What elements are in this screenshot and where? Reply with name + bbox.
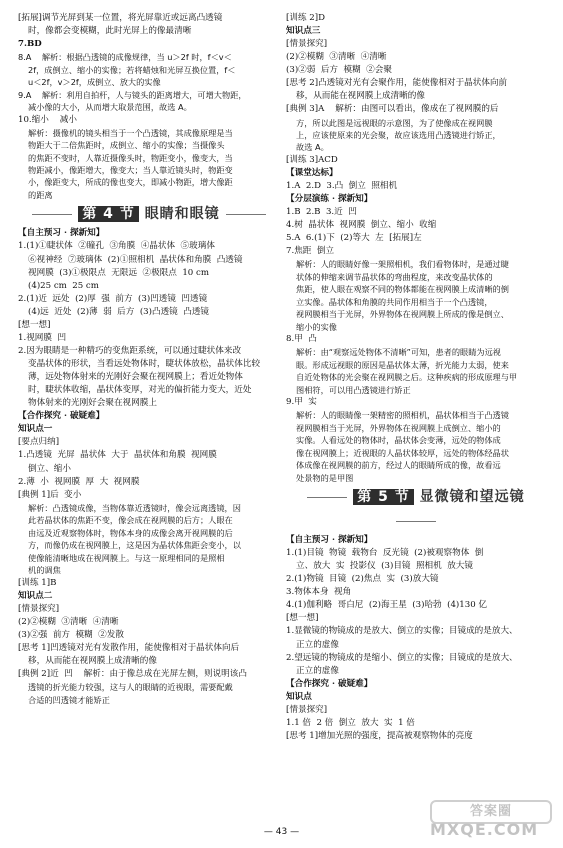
text-line: 解析：由“观察远处物体不清晰”可知，患者的眼睛为远视 xyxy=(296,347,501,358)
text-line: 由远及近观察物体时，物体本身的成像会离开视网膜的后 xyxy=(28,527,233,538)
text-line: 视网膜相当于光屏，外界物体在视网膜上成倒立、缩小的 xyxy=(296,422,501,433)
section-name: 显微镜和望远镜 xyxy=(419,489,525,506)
watermark-logo xyxy=(430,800,550,840)
text-line: 机的调焦 xyxy=(28,565,61,576)
text-line: (4)25 cm 25 cm xyxy=(28,280,99,291)
text-line: 体成像在视网膜的前方，经过人的眼睛所成的像，故看远 xyxy=(296,460,501,471)
text-line: 2.(1)近 远处 (2)厚 强 前方 (3)凹透镜 凹透镜 xyxy=(18,293,208,304)
text-line: 【分层演练 · 探新知】 xyxy=(286,194,373,205)
text-line: 的距离 xyxy=(28,189,53,200)
text-line: 倒立、缩小 xyxy=(28,463,71,474)
text-line: 状体的伸缩来调节晶状体的弯曲程度，来改变晶状体的 xyxy=(296,271,493,282)
text-line: 1.B 2.B 3.近 凹 xyxy=(286,207,357,218)
text-line: 物体射来的光刚好会聚在视网膜上 xyxy=(28,398,157,409)
text-line: 解析：摄像机的镜头相当于一个凸透镜，其成像原理是当 xyxy=(28,127,233,138)
text-line: 变晶状体的形状，当看远处物体时，睫状体放松，晶状体比较 xyxy=(28,359,261,370)
text-line: 2.因为眼睛是一种精巧的变焦距系统，可以通过睫状体来改 xyxy=(18,345,242,356)
text-line: 减小像的大小，从而增大取景范围，故选 A。 xyxy=(28,102,192,113)
text-line: 视网膜 (3)①极限点 无限远 ②极限点 10 cm xyxy=(28,267,209,278)
title-rule xyxy=(396,521,436,522)
text-line: [想一想] xyxy=(18,319,51,330)
text-line: 2.(1)物镜 目镜 (2)焦点 实 (3)放大镜 xyxy=(286,574,439,585)
text-line: [思考 1]凹透镜对光有发散作用，能使像相对于晶状体向后 xyxy=(18,642,240,653)
text-line: [训练 2]D xyxy=(286,13,325,23)
watermark-seal: 答案圈 xyxy=(430,800,552,824)
text-line: 1.视网膜 凹 xyxy=(18,332,67,343)
text-line: 2.薄 小 视网膜 厚 大 视网膜 xyxy=(18,476,140,487)
text-line: 薄，远处物体射来的光刚好会聚在视网膜上；看近处物体 xyxy=(28,372,243,383)
text-line: [拓展]调节光屏到某一位置，将光屏靠近或远离凸透镜 xyxy=(18,13,223,23)
section-title xyxy=(286,485,546,533)
text-line: [思考 1]增加光照的强度，提高被观察物体的亮度 xyxy=(286,730,473,741)
text-line: 知识点二 xyxy=(18,590,53,601)
text-line: 4.(1)伽利略 哥白尼 (2)海王星 (3)哈勃 (4)130 亿 xyxy=(286,600,488,611)
text-line: 【课堂达标】 xyxy=(286,167,338,178)
text-line: [思考 2]凸透镜对光有会聚作用，能使像相对于晶状体向前 xyxy=(286,78,508,89)
text-line: 【合作探究 · 破疑难】 xyxy=(286,678,373,689)
section-title xyxy=(18,202,280,226)
text-line: (2)②模糊 ③清晰 ④清晰 xyxy=(18,616,119,627)
text-line: 1.1 倍 2 倍 倒立 放大 实 1 倍 xyxy=(286,717,415,728)
text-line: 上，应该使原来的光会聚，故应该选用凸透镜进行矫正， xyxy=(296,129,501,140)
text-line: 10.缩小 减小 xyxy=(18,114,77,125)
text-line: [典例 1]后 变小 xyxy=(18,489,82,500)
text-line: 小，像距变大，所成的像也变大，即减小物距，增大像距 xyxy=(28,177,233,188)
text-line: 正立的虚像 xyxy=(296,665,339,676)
text-line: ⑥视神经 ⑦玻璃体 (2)①照相机 晶状体和角膜 凸透镜 xyxy=(28,254,243,265)
text-line: 知识点 xyxy=(286,691,312,702)
text-line: 视网膜相当于光屏，外界物体在视网膜上所成的像是倒立、 xyxy=(296,309,509,320)
title-rule xyxy=(226,214,266,215)
text-line: 解析：人的眼睛像一架精密的照相机，晶状体相当于凸透镜 xyxy=(296,410,509,421)
text-line: [情景探究] xyxy=(18,603,60,614)
text-line: 自近处物体的光会聚在视网膜之后。这种疾病的形成原理与甲 xyxy=(296,372,518,383)
text-line: 1.凸透镜 光屏 晶状体 大于 晶状体和角膜 视网膜 xyxy=(18,450,217,461)
text-line: [典例 2]近 凹 解析：由于像总成在光屏左侧，则说明该凸 xyxy=(18,668,247,679)
section-number: 第 4 节 xyxy=(78,206,139,222)
text-line: 透镜的折光能力较强，这与人的眼睛的近视眼，需要配戴 xyxy=(28,682,233,693)
text-line: 方，所以此图是远视眼的示意图，为了使像成在视网膜 xyxy=(296,117,493,128)
text-line: 9.A 解析：利用自拍杆，人与镜头的距离增大，可增大物距， xyxy=(18,89,247,100)
text-line: (3)②强 前方 模糊 ②发散 xyxy=(18,629,124,640)
text-line: 焦距，使人眼在观察不同的物体都能在视网膜上成清晰的倒 xyxy=(296,284,509,295)
text-line: 4.树 晶状体 视网膜 倒立、缩小 收缩 xyxy=(286,220,437,231)
text-line: 解析：人的眼睛好像一架照相机，我们看物体时，是通过睫 xyxy=(296,259,509,270)
text-line: 8.甲 凸 xyxy=(286,334,317,345)
text-line: 立、放大 实 投影仪 (3)目镜 照相机 放大镜 xyxy=(296,561,473,572)
left-column xyxy=(18,12,280,706)
text-line: 5.A 6.(1)下 (2)等大 左 [拓展]左 xyxy=(286,233,422,244)
text-line: 实像。人看远处的物体时，晶状体会变薄，远处的物体成 xyxy=(296,435,501,446)
section-name: 眼睛和眼镜 xyxy=(144,206,220,223)
text-line: [训练 1]B xyxy=(18,577,57,588)
text-line: 立实像。晶状体和角膜的共同作用相当于一个凸透镜， xyxy=(296,296,493,307)
text-line: 1.(1)目镜 物镜 载物台 反光镜 (2)被观察物体 倒 xyxy=(286,548,484,559)
text-line: 2f，成倒立、缩小的实像；若将蜡烛和光屏互换位置，f＜ xyxy=(28,64,236,75)
text-line: 使像能清晰地成在视网膜上。与这一原理相同的是照相 xyxy=(28,552,225,563)
text-line: 此若晶状体的焦距不变，像会成在视网膜的后方；人眼在 xyxy=(28,515,233,526)
text-line: (4)远 近处 (2)薄 弱 后方 (3)凸透镜 凸透镜 xyxy=(28,306,210,317)
text-line: [典例 3]A 解析：由图可以看出，像成在了视网膜的后 xyxy=(286,104,499,115)
text-line: [训练 3]ACD xyxy=(286,154,338,165)
text-line: 7.BD xyxy=(18,39,42,50)
text-line: 合适的凹透镜才能矫正 xyxy=(28,694,110,705)
text-line: 缩小的实像 xyxy=(296,321,337,332)
text-line: 解析：凸透镜成像，当物体靠近透镜时，像会远离透镜，因 xyxy=(28,502,241,513)
right-column xyxy=(286,12,546,743)
text-line: 物距大于二倍焦距时，成倒立、缩小的实像；当摄像头 xyxy=(28,140,225,151)
text-line: 处景物的是甲图 xyxy=(296,472,354,483)
text-line: 正立的虚像 xyxy=(296,639,339,650)
text-line: 知识点一 xyxy=(18,424,53,435)
text-line: 方，而像仍成在视网膜上，这是因为晶状体焦距会变小，以 xyxy=(28,540,241,551)
text-line: (2)②模糊 ③清晰 ④清晰 xyxy=(286,52,387,63)
text-line: 1.A 2.D 3.凸 倒立 照相机 xyxy=(286,181,398,192)
watermark-site: MXQE.COM xyxy=(430,820,539,839)
text-line: (3)②弱 后方 模糊 ②会聚 xyxy=(286,65,392,76)
section-number: 第 5 节 xyxy=(353,489,414,505)
text-line: u＜2f，v＞2f，成倒立、放大的实像 xyxy=(28,77,161,88)
page-number: — 43 — xyxy=(263,827,300,837)
title-rule xyxy=(307,497,347,498)
text-line: 知识点三 xyxy=(286,26,321,37)
text-line: 移，从而能在视网膜上成清晰的像 xyxy=(28,655,157,666)
text-line: [要点归纳] xyxy=(18,437,60,448)
text-line: 【自主预习 · 探新知】 xyxy=(18,228,105,239)
text-line: [情景探究] xyxy=(286,704,328,715)
text-line: 8.A 解析：根据凸透镜的成像规律，当 u＞2f 时，f＜v＜ xyxy=(18,52,232,63)
text-line: 像在视网膜上；近视眼的人晶状体较厚，远处的物体经晶状 xyxy=(296,447,509,458)
text-line: 【合作探究 · 破疑难】 xyxy=(18,411,105,422)
text-line: 的焦距不变时，人靠近摄像头时，物距变小，像变大，当 xyxy=(28,152,233,163)
text-line: 1.显微镜的物镜成的是放大、倒立的实像；目镜成的是放大、 xyxy=(286,626,518,637)
text-line: 时，像都会变模糊，此时光屏上的像最清晰 xyxy=(28,26,192,37)
text-line: 物距减小，像距增大，像变大；当人靠近镜头时，物距变 xyxy=(28,165,233,175)
text-line: 3.物体本身 视角 xyxy=(286,587,352,598)
text-line: [想一想] xyxy=(286,613,319,624)
text-line: 时，睫状体收缩，晶状体变厚，对光的偏折能力变大，近处 xyxy=(28,385,252,396)
title-rule xyxy=(32,214,72,215)
text-line: 【自主预习 · 探新知】 xyxy=(286,535,373,546)
text-line: 1.(1)①睫状体 ②瞳孔 ③角膜 ④晶状体 ⑤玻璃体 xyxy=(18,241,215,252)
text-line: [情景探究] xyxy=(286,39,328,50)
text-line: 7.焦距 倒立 xyxy=(286,246,335,257)
text-line: 2.望远镜的物镜成的是缩小、倒立的实像；目镜成的是放大、 xyxy=(286,652,518,663)
text-line: 9.甲 实 xyxy=(286,397,317,408)
text-line: 图相符，可以用凸透镜进行矫正 xyxy=(296,384,411,395)
text-line: 移，从而能在视网膜上成清晰的像 xyxy=(296,91,425,102)
text-line: 故选 A。 xyxy=(296,142,329,153)
text-line: 眼。形成远视眼的原因是晶状体太薄，折光能力太弱，使来 xyxy=(296,359,509,370)
